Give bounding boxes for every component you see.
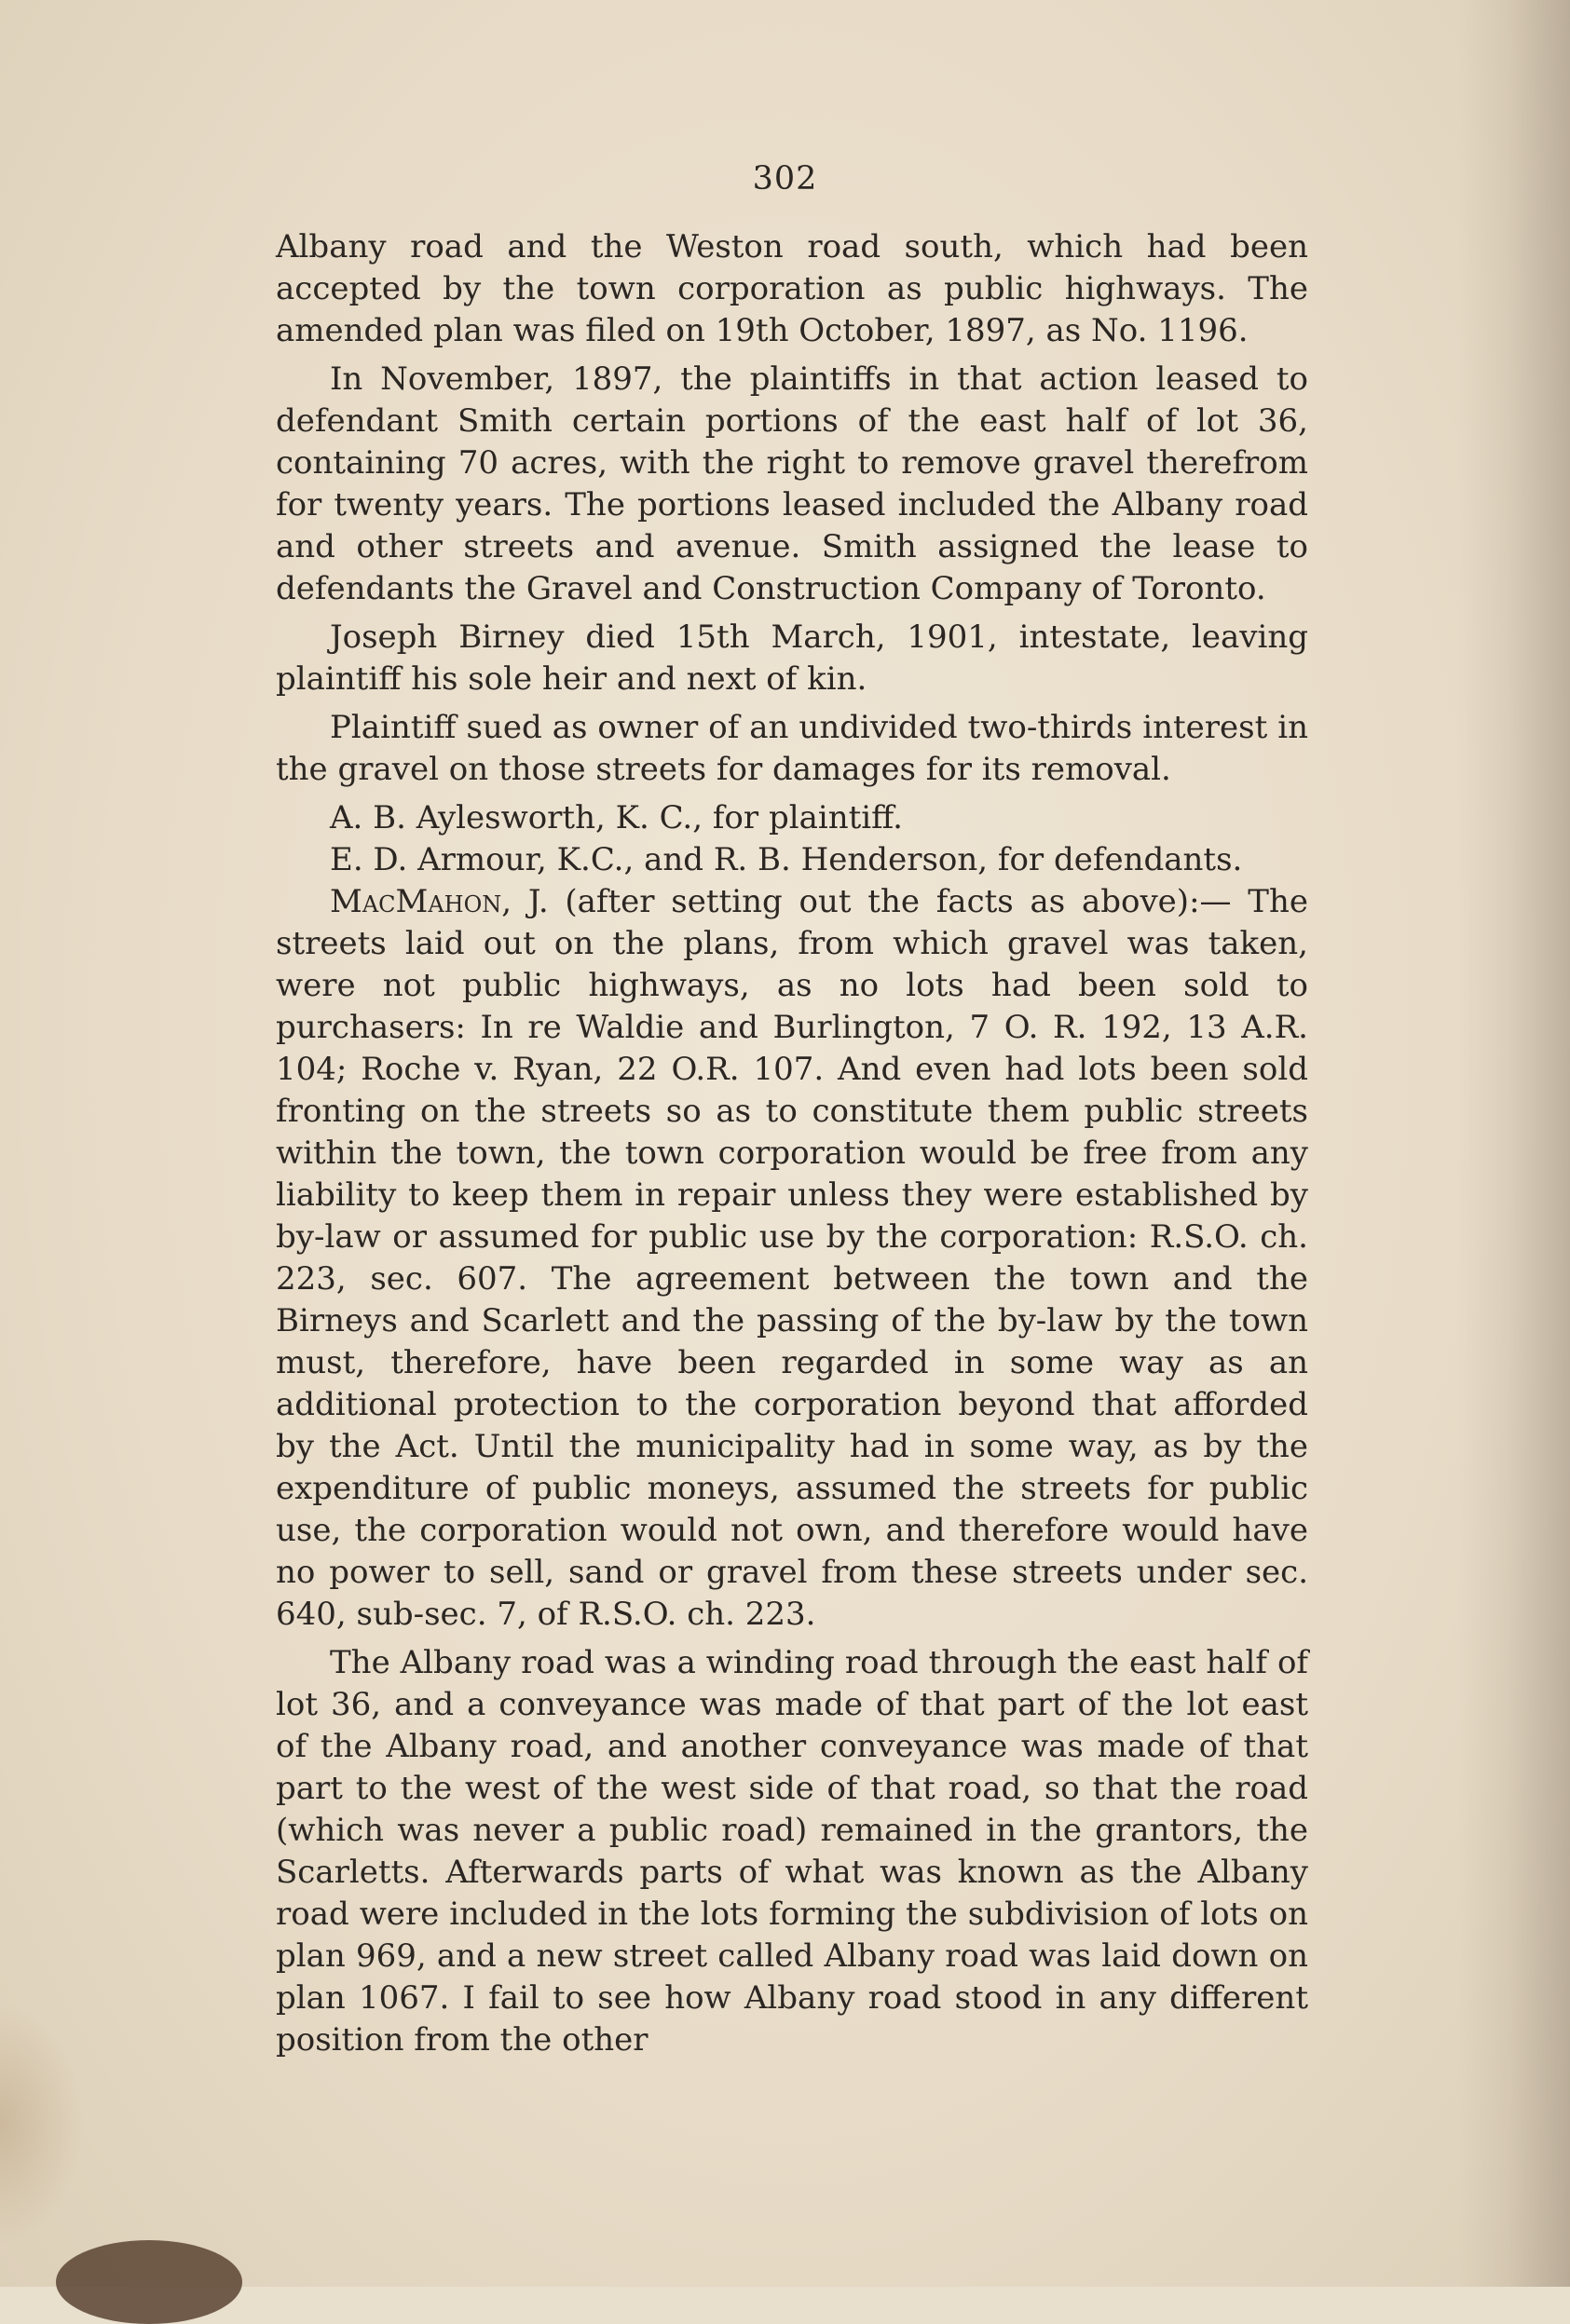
page-gutter-shadow	[1458, 0, 1570, 2287]
paragraph-judgment	[276, 881, 1308, 1636]
counsel-defendants: E. D. Armour, K.C., and R. B. Henderson, for defendants.	[330, 841, 1243, 878]
counsel-plaintiff: A. B. Aylesworth, K. C., for plaintiff.	[330, 799, 903, 836]
paragraph-albany-road: The Albany road was a winding road through the east half of lot 36, and a conveyance was made of that part of the lot east of the Albany road, and another conveyance was made of that part to the west of the west side of that road, so that the road (which was never a public road) remained in the grantors, the Scarletts. Afterwards parts of what was known as the Albany road were included in the lots forming the subdivision of lots on plan 969, and a new street called Albany road was laid down on plan 1067. I fail to see how Albany road stood in any different position from the other	[276, 1644, 1308, 2059]
body-text	[276, 226, 1308, 2068]
paragraph-continued: Albany road and the Weston road south, which had been accepted by the town corporation as public highways. The amended plan was filed on 19th October, 1897, as No. 1196.	[276, 228, 1308, 349]
paragraph-lease: In November, 1897, the plaintiffs in that action leased to defendant Smith certain portions of the east half of lot 36, containing 70 acres, with the right to remove gravel therefrom for twenty years. The portions leased included the Albany road and other streets and avenue. Smith assigned the lease to defendants the Gravel and Construction Company of Toronto.	[276, 360, 1308, 607]
judge-suffix: , J. (after setting out the facts as above):—	[501, 883, 1232, 920]
judgment-text: The streets laid out on the plans, from which gravel was taken, were not public highways, as no lots had been sold to purchasers: In re Waldie and Burlington, 7 O. R. 192, 13 A.R. 104; Roche v. Ryan, 22 O.R. 107. And even had lots been sold fronting on the streets so as to constitute them public streets within the town, the town corporation would be free from any liability to keep them in repair unless they were established by by-law or assumed for public use by the corporation: R.S.O. ch. 223, sec. 607. The agreement between the town and the Birneys and Scarlett and the passing of the by-law by the town must, therefore, have been regarded in some way as an additional protection to the corporation beyond that afforded by the Act. Until the municipality had in some way, as by the expenditure of public moneys, assumed the streets for public use, the corporation would not own, and therefore would have no power to sell, sand or gravel from these streets under sec. 640, sub-sec. 7, of R.S.O. ch. 223.	[276, 883, 1308, 1633]
page-number: 302	[752, 160, 818, 197]
paragraph-claim: Plaintiff sued as owner of an undivided two-thirds interest in the gravel on those streets for damages for its removal.	[276, 709, 1308, 788]
corner-blot	[56, 2240, 242, 2324]
paragraph-death: Joseph Birney died 15th March, 1901, intestate, leaving plaintiff his sole heir and next of kin.	[276, 618, 1308, 698]
judge-name: MacMahon	[330, 883, 502, 920]
page-stain	[0, 2003, 84, 2245]
